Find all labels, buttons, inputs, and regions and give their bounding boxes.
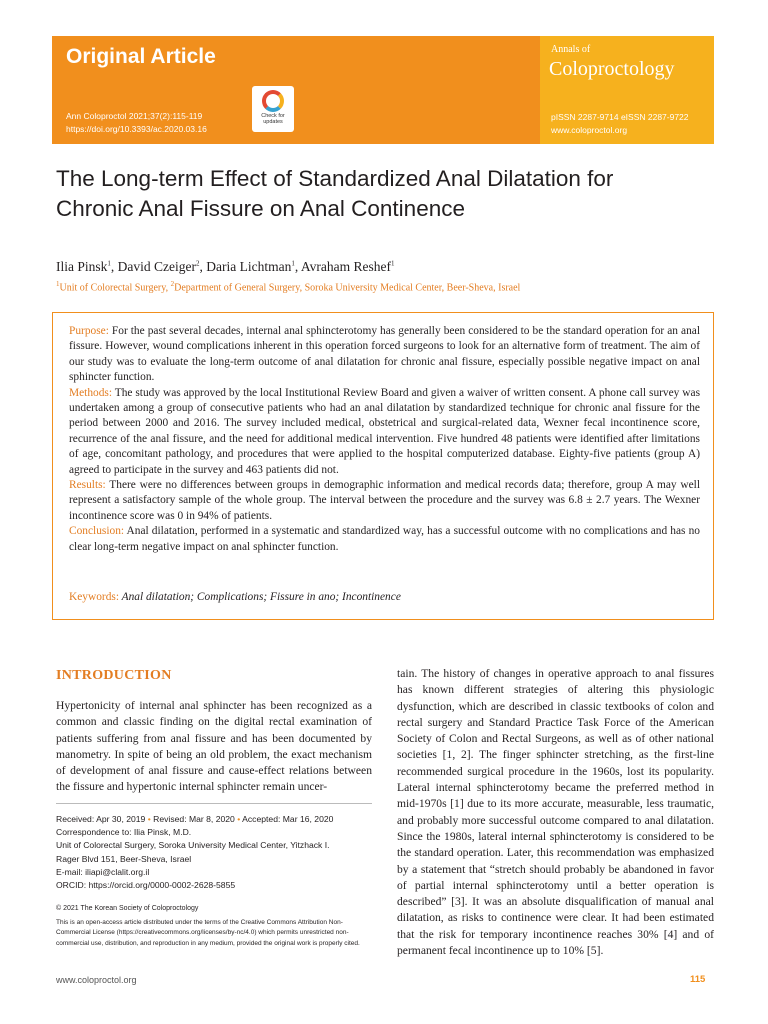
citation-block (66, 110, 207, 136)
author-list: Ilia Pinsk$^1$, David Czeiger$^2$, Daria Lichtman$^1$, Avraham Reshef$^1$ (56, 259, 395, 274)
correspondence: Correspondence to: Ilia Pinsk, M.D. (56, 827, 192, 838)
body-column-1: Hypertonicity of internal anal sphincter has been recognized as a common and classic finding on the digital rectal examination of patients suffering from anal fissure and has been documented by manometry. In spite of being an old problem, the exact mechanism of development of anal fissure and cause-effect relations between the fissure and hypertonic internal sphincter remain uncer- (56, 699, 372, 794)
footer-website-link[interactable]: www.coloproctol.org (56, 975, 137, 985)
author-name: Avraham Reshef (300, 259, 391, 274)
abstract-text (69, 324, 700, 555)
keywords (69, 591, 401, 603)
results-text: There were no differences between groups in demographic information and medical records data; therefore, group A may well represent a satisfactory sample of the whole group. The interval between the procedure and the survey was 6.8 ± 2.7 years. The Wexner incontinence score was 0 in 94% of patients. (69, 479, 700, 522)
journal-name: Coloproctology (549, 58, 675, 80)
affiliation-mark: 2 (170, 280, 175, 288)
title-line-1: The Long-term Effect of Standardized Anal Dilatation for (56, 166, 614, 191)
dates-line (56, 813, 376, 826)
conclusion-heading: Conclusion: (69, 525, 125, 538)
affiliation-mark: 1 (56, 280, 60, 288)
affiliation-2: Department of General Surgery, Soroka University Medical Center, Beer-Sheva, Israel (174, 282, 521, 294)
citation: Ann Coloproctol 2021;37(2):115-119 (66, 111, 203, 121)
author-name: David Czeiger (117, 259, 196, 274)
check-for-updates-label: Check for updates (261, 113, 285, 125)
affiliations (56, 280, 520, 293)
footnote-divider (56, 803, 372, 804)
article-type-label: Original Article (66, 45, 216, 68)
purpose-text: For the past several decades, internal anal sphincterotomy has generally been considered to be the standard operation for an anal fissure. However, wound complications inherent in this operation forced surgeons to look for an alternative form of treatment. The aim of our study was to evaluate the long-term outcome of anal dilatation for chronic anal fissure, especially possible negative impact on anal sphincter function. (69, 325, 700, 384)
title-line-2: Chronic Anal Fissure on Anal Continence (56, 196, 465, 221)
introduction-heading: INTRODUCTION (56, 668, 172, 683)
author-affiliation-mark: 2 (195, 259, 200, 268)
keywords-heading: Keywords: (69, 591, 119, 603)
author-name: Daria Lichtman (206, 259, 292, 274)
results-heading: Results: (69, 479, 106, 492)
revised-date: Revised: Mar 8, 2020 (153, 814, 235, 824)
check-for-updates-badge[interactable] (252, 86, 294, 132)
orcid[interactable]: ORCID: https://orcid.org/0000-0002-2628-5855 (56, 880, 236, 891)
correspondence-address: Rager Blvd 151, Beer-Sheva, Israel (56, 853, 192, 864)
journal-prefix: Annals of (551, 44, 591, 55)
methods-heading: Methods: (69, 386, 113, 399)
purpose-heading: Purpose: (69, 325, 109, 337)
author-affiliation-mark: 1 (291, 259, 295, 268)
correspondence-unit: Unit of Colorectal Surgery, Soroka University Medical Center, Yitzhack I. (56, 840, 330, 851)
journal-info (551, 111, 689, 137)
correspondence-email[interactable]: E-mail: iliapi@clalit.org.il (56, 866, 150, 877)
author-affiliation-mark: 1 (107, 259, 111, 268)
doi-link[interactable]: https://doi.org/10.3393/ac.2020.03.16 (66, 124, 207, 134)
issn: pISSN 2287-9714 eISSN 2287-9722 (551, 112, 689, 122)
article-title (56, 164, 716, 224)
methods-text: The study was approved by the local Institutional Review Board and given a waiver of written consent. A phone call survey was undertaken among a group of consecutive patients who had an anal dilatation by standardized technique for chronic anal fissure for the period between 2000 and 2016. The survey included medical, obstetrical and surgical-related data, Wexner fecal incontinence score, recurrence of the anal fissure, and the need for additional medical intervention. Five hundred 48 patients were identified after limitations of age, concomitant pathology, and procedures that were applied to the hospital computerized database. Eighty-five patients (group A) agreed to participate in the survey and 463 patients did not. (69, 386, 700, 476)
bullet-separator: • (237, 814, 241, 824)
copyright: © 2021 The Korean Society of Coloproctology (56, 905, 199, 912)
body-column-2: tain. The history of changes in operative approach to anal fissures has known different strategies of altering this physiologic dysfunction, which are described in classic textbooks of colon and rectal surgery and Standard Practice Task Force of the American Society of Colon and Rectal Surgeons, as well as of other national societies [1, 2]. The finger sphincter stretching, as the first-line recommended surgical procedure in the 1960s, lost its popularity. Lateral internal sphincterotomy became the preferred method in mid-1970s [1] due to its more accurate, measurable, less traumatic, and probably more successful outcome compared to anal dilatation. Since the 1980s, lateral internal sphincterotomy is considered to be the standard operation. Later, this recommendation was emphasized by a statement that “stretch should probably be abandoned in favor of partial internal sphincterotomy until a better operation is described” [3]. It was an absolute disqualification of manual anal dilatation, as risks to continence were clear. It had been estimated that the risk for temporary incontinence reaches 30% [4] and of permanent fecal incontinence up to 10% [5]. (397, 667, 714, 958)
author-affiliation-mark: 1 (390, 259, 395, 268)
conclusion-text: Anal dilatation, performed in a systematic and standardized way, has a successful outcome with no complications and has no clear long-term negative impact on anal sphincter function. (69, 525, 700, 553)
article-notes (56, 813, 376, 892)
affiliation-1: Unit of Colorectal Surgery, (59, 282, 171, 294)
license-text: This is an open-access article distributed under the terms of the Creative Commons Attribution Non-Commercial License (https://creativecommons.org/licenses/by-nc/4.0) which permits unrestricted non-commercial use, distribution, and reproduction in any medium, provided the original work is properly cited. (56, 918, 360, 947)
copyright-block (56, 904, 374, 949)
received-date: Received: Apr 30, 2019 (56, 814, 146, 824)
keywords-text: Anal dilatation; Complications; Fissure in ano; Incontinence (118, 591, 401, 603)
accepted-date: Accepted: Mar 16, 2020 (242, 814, 334, 824)
abstract-box (52, 312, 714, 620)
page-number: 115 (690, 974, 706, 985)
bullet-separator: • (147, 814, 151, 824)
crossmark-icon (262, 90, 284, 112)
journal-website-link[interactable]: www.coloproctol.org (551, 125, 628, 135)
author-name: Ilia Pinsk (56, 259, 108, 274)
